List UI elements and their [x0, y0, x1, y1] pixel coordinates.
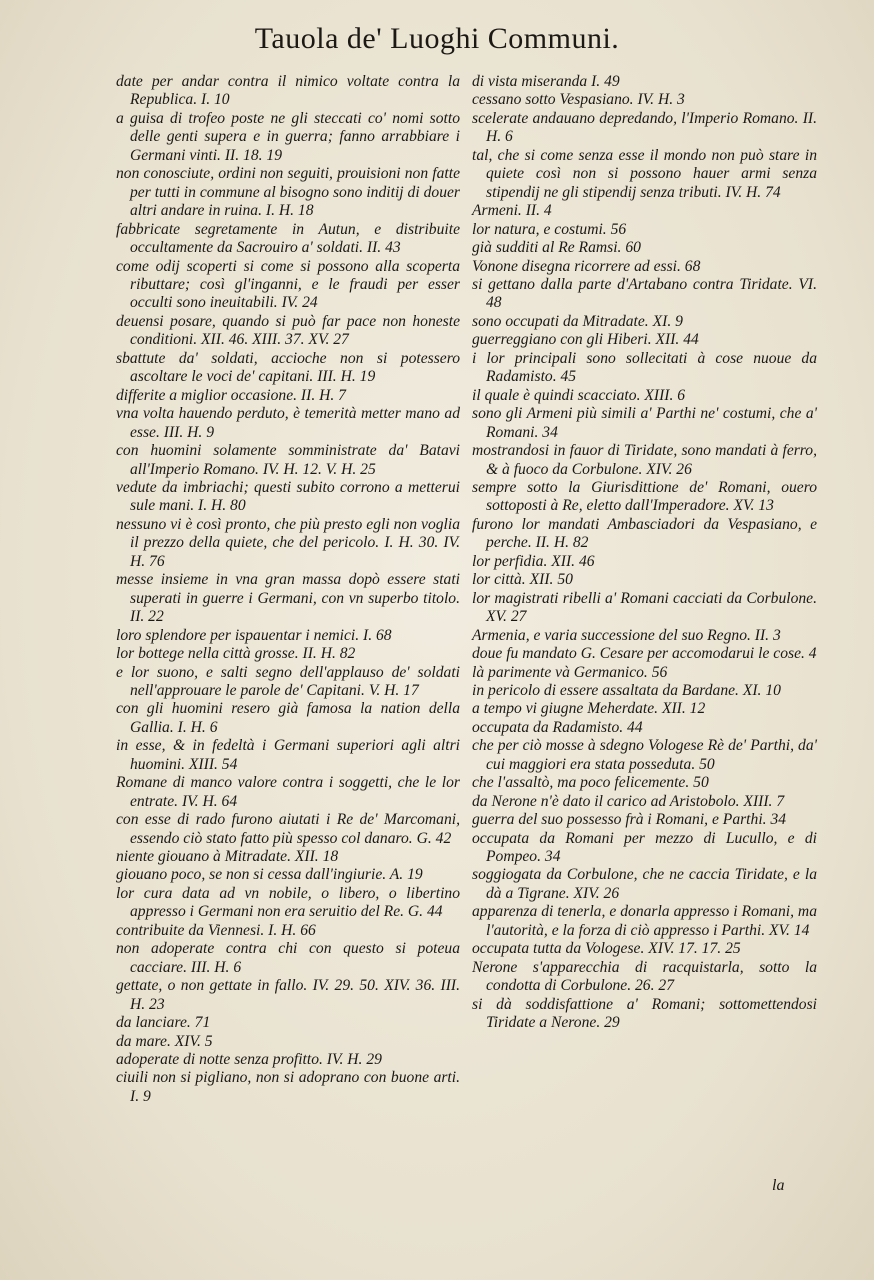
index-entry: sono occupati da Mitradate. XI. 9 [472, 312, 683, 330]
index-entry: sono gli Armeni più simili a' Parthi ne' costumi, che a' Romani. 34 [472, 405, 817, 441]
index-entry: vna volta hauendo perduto, è temerità metter mano ad esse. III. H. 9 [116, 405, 460, 441]
index-entry: mostrandosi in fauor di Tiridate, sono mandati à ferro, & à fuoco da Corbulone. XIV. 26 [472, 442, 817, 478]
index-entry: guerreggiano con gli Hiberi. XII. 44 [472, 331, 699, 349]
index-entry: lor bottege nella città grosse. II. H. 82 [116, 645, 356, 663]
index-entry: il quale è quindi scacciato. XIII. 6 [472, 386, 686, 404]
index-entry: Romane di manco valore contra i soggetti, che le lor entrate. IV. H. 64 [116, 774, 460, 810]
index-entry: i lor principali sono sollecitati à cose nuoue da Radamisto. 45 [472, 349, 817, 386]
index-entry: in esse, & in fedeltà i Germani superiori agli altri huomini. XIII. 54 [116, 737, 460, 773]
index-entry: lor magistrati ribelli a' Romani cacciati da Corbulone. XV. 27 [472, 589, 817, 626]
index-entry: con gli huomini resero già famosa la nation della Gallia. I. H. 6 [116, 700, 460, 736]
index-entry: con esse di rado furono aiutati i Re de' Marcomani, essendo ciò stato fatto più spesso col danaro. G. 42 [116, 811, 460, 847]
index-entry: messe insieme in vna gran massa dopò essere stati superati in guerre i Germani, con vn superbo titolo. II. 22 [116, 571, 460, 626]
index-entry: da mare. XIV. 5 [116, 1032, 213, 1050]
index-entry: e lor suono, e salti segno dell'applauso de' soldati nell'approuare le parole de' Capitani. V. H. 17 [116, 663, 460, 699]
index-entry: gettate, o non gettate in fallo. IV. 29. 50. XIV. 36. III. H. 23 [116, 977, 460, 1013]
index-entry: là parimente và Germanico. 56 [472, 663, 668, 681]
catchword: la [772, 1177, 785, 1194]
index-entry: non conosciute, ordini non seguiti, prouisioni non fatte per tutti in commune al bisogno sono inditij di douer altri andare in ruina. I. H. 18 [116, 165, 460, 220]
index-entry: occupata da Radamisto. 44 [472, 718, 643, 736]
index-entry: già sudditi al Re Ramsi. 60 [472, 239, 641, 257]
index-entry: occupata tutta da Vologese. XIV. 17. 17. 25 [472, 940, 741, 958]
index-entry: ciuili non si pigliano, non si adoprano con buone arti. I. 9 [116, 1069, 460, 1105]
index-entry: a guisa di trofeo poste ne gli steccati co' nomi sotto delle genti supera e in guerra; fanno arrabbiare i Germani vinti. II. 18. 19 [116, 109, 460, 164]
index-entry: date per andar contra il nimico voltate contra la Republica. I. 10 [116, 73, 460, 109]
index-entry: di vista miseranda I. 49 [472, 73, 620, 90]
index-entry: si dà soddisfattione a' Romani; sottomettendosi Tiridate a Nerone. 29 [472, 995, 817, 1032]
right-column [472, 73, 817, 1033]
index-entry: lor cura data ad vn nobile, o libero, o libertino appresso i Germani non era seruitio del Re. G. 44 [116, 884, 460, 921]
index-entry: cessano sotto Vespasiano. IV. H. 3 [472, 91, 685, 109]
index-entry: guerra del suo possesso frà i Romani, e Parthi. 34 [472, 811, 787, 829]
index-entry: da lanciare. 71 [116, 1014, 211, 1032]
index-entry: tal, che si come senza esse il mondo non può stare in quiete così non si possono hauer armi senza stipendij ne gli stipendij senza tributi. IV. H. 74 [472, 146, 817, 201]
index-entry: a tempo vi giugne Meherdate. XII. 12 [472, 700, 706, 718]
index-entry: nessuno vi è così pronto, che più presto egli non voglia il prezzo della quiete, che del pericolo. I. H. 30. IV. H. 76 [116, 515, 460, 570]
index-entry: lor natura, e costumi. 56 [472, 220, 627, 238]
index-entry: loro splendore per ispauentar i nemici. I. 68 [116, 626, 392, 644]
index-entry: soggiogata da Corbulone, che ne caccia Tiridate, e la dà a Tigrane. XIV. 26 [472, 866, 817, 902]
index-entry: lor città. XII. 50 [472, 571, 573, 589]
index-entry: giouano poco, se non si cessa dall'ingiurie. A. 19 [116, 866, 423, 884]
index-entry: scelerate andauano depredando, l'Imperio Romano. II. H. 6 [472, 109, 817, 146]
index-entry: deuensi posare, quando si può far pace non honeste conditioni. XII. 46. XIII. 37. XV. 27 [116, 312, 460, 349]
index-entry: lor perfidia. XII. 46 [472, 552, 595, 570]
index-entry: Nerone s'apparecchia di racquistarla, sotto la condotta di Corbulone. 26. 27 [472, 958, 817, 995]
index-entry: Vonone disegna ricorrere ad essi. 68 [472, 257, 701, 275]
index-entry: non adoperate contra chi con questo si poteua cacciare. III. H. 6 [116, 940, 460, 976]
left-column [116, 73, 460, 1106]
index-entry: apparenza di tenerla, e donarla appresso i Romani, ma l'autorità, e la forza di ciò appresso i Parthi. XV. 14 [472, 903, 817, 939]
index-entry: sbattute da' soldati, accioche non si potessero ascoltare le voci de' capitani. III. H. 19 [116, 349, 460, 386]
index-entry: come odij scoperti si come si possono alla scoperta ributtare; così gl'inganni, e le fraudi per esser occulti sono ineuitabili. IV. 24 [116, 257, 460, 312]
index-entry: che per ciò mosse à sdegno Vologese Rè de' Parthi, da' cui maggiori era stata posseduta. 50 [472, 737, 817, 773]
index-entry: con huomini solamente somministrate da' Batavi all'Imperio Romano. IV. H. 12. V. H. 25 [116, 442, 460, 478]
index-entry: differite a miglior occasione. II. H. 7 [116, 386, 346, 404]
index-entry: occupata da Romani per mezzo di Lucullo, e di Pompeo. 34 [472, 829, 817, 866]
index-entry: furono lor mandati Ambasciadori da Vespasiano, e perche. II. H. 82 [472, 515, 817, 552]
index-entry: sempre sotto la Giurisdittione de' Romani, ouero sottoposti à Re, eletto dall'Imperadore. XV. 13 [472, 478, 817, 515]
index-entry: da Nerone n'è dato il carico ad Aristobolo. XIII. 7 [472, 792, 785, 810]
index-entry: doue fu mandato G. Cesare per accomodarui le cose. 4 [472, 645, 817, 663]
index-entry: che l'assaltò, ma poco felicemente. 50 [472, 774, 709, 792]
page-header-title: Tauola de' Luoghi Communi. [254, 22, 620, 55]
index-entry: Armenia, e varia successione del suo Regno. II. 3 [472, 626, 781, 644]
index-entry: niente giouano à Mitradate. XII. 18 [116, 848, 339, 866]
index-entry: si gettano dalla parte d'Artabano contra Tiridate. VI. 48 [472, 275, 817, 312]
index-entry: in pericolo di essere assaltata da Bardane. XI. 10 [472, 681, 781, 699]
index-entry: Armeni. II. 4 [472, 202, 552, 220]
index-entry: contribuite da Viennesi. I. H. 66 [116, 921, 316, 939]
index-entry: fabbricate segretamente in Autun, e distribuite occultamente da Sacrouiro a' soldati. II. 43 [116, 220, 460, 257]
index-entry: vedute da imbriachi; questi subito corrono a metterui sule mani. I. H. 80 [116, 478, 460, 515]
index-entry: adoperate di notte senza profitto. IV. H. 29 [116, 1051, 382, 1069]
